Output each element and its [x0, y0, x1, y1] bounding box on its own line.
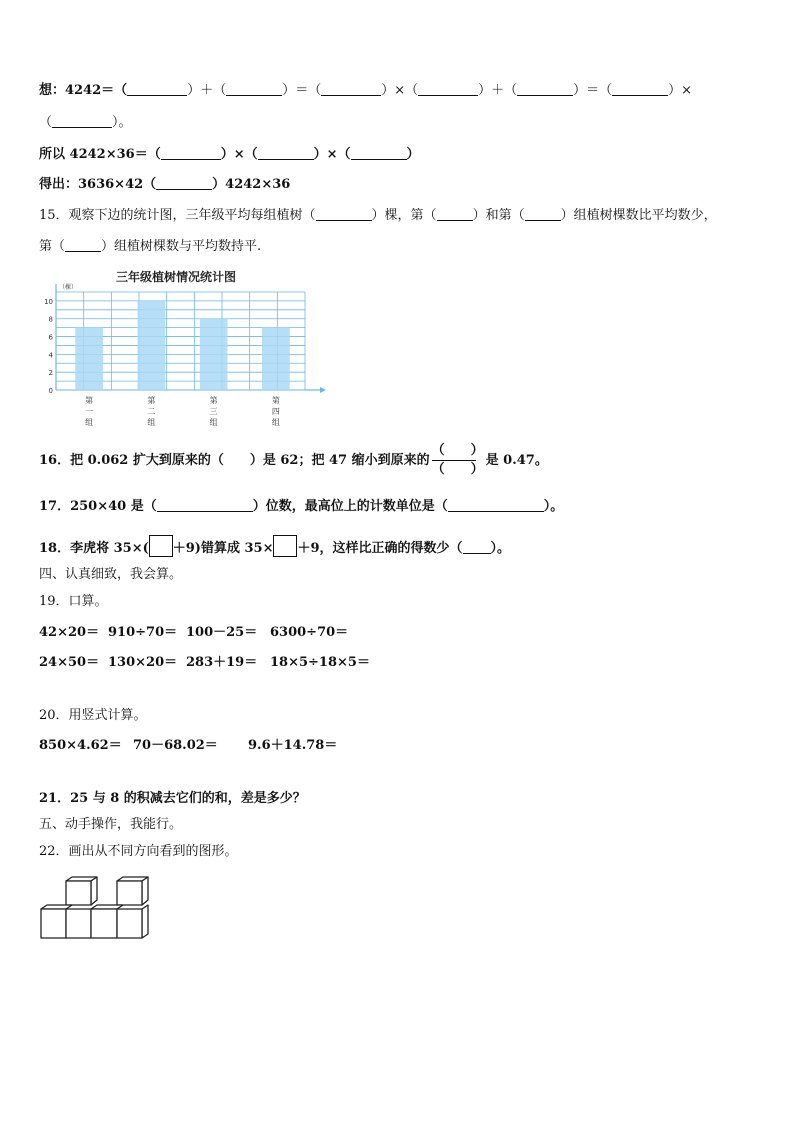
mental-math-item: 100－25＝: [186, 625, 258, 640]
q19-title: 19．口算。: [39, 594, 108, 609]
y-axis-label: （棵）: [59, 284, 78, 291]
answer-blank[interactable]: [156, 177, 212, 190]
q14-text: ）。: [112, 115, 132, 130]
fraction-numerator: （ ）: [431, 443, 484, 458]
answer-blank[interactable]: [351, 147, 407, 160]
x-tick-label: 二: [147, 407, 156, 416]
section-5-heading: 五、动手操作，我能行。: [39, 817, 183, 832]
x-tick-label: 第: [147, 396, 156, 405]
answer-blank[interactable]: [161, 147, 221, 160]
q15-line1: [39, 207, 717, 225]
q20-title: 20．用竖式计算。: [39, 708, 147, 723]
x-tick-label: 第: [209, 396, 218, 405]
x-tick-label: 四: [271, 407, 280, 416]
answer-blank[interactable]: [525, 208, 561, 221]
q18-text: ）。: [490, 541, 511, 556]
q14-line4: [39, 176, 290, 194]
q17-text: ）位数，最高位上的计数单位是（: [252, 499, 448, 514]
q14-text: ）×（: [313, 147, 351, 162]
y-tick-label: 8: [48, 315, 53, 324]
answer-blank[interactable]: [321, 83, 381, 96]
answer-blank[interactable]: [226, 83, 282, 96]
answer-blank[interactable]: [157, 499, 253, 512]
answer-box[interactable]: [149, 535, 173, 557]
vertical-calc-item: 9.6＋14.78＝: [248, 738, 338, 753]
mental-math-item: 24×50＝: [39, 655, 100, 670]
q14-text: 想：4242＝（: [39, 83, 128, 98]
q14-text: 得出：3636×42（: [39, 177, 157, 192]
x-tick-label: 组: [209, 418, 218, 427]
answer-blank[interactable]: [127, 83, 187, 96]
q15-text: ）组植树棵数比平均数少，: [560, 208, 717, 223]
mental-math-item: 910÷70＝: [108, 625, 178, 640]
q15-text: ）组植树棵数与平均数持平.: [101, 239, 262, 254]
q14-text: ）＋（: [478, 83, 518, 98]
answer-box[interactable]: [273, 535, 297, 557]
q14-line1: [39, 82, 692, 100]
q14-text: （: [39, 115, 53, 130]
x-axis-arrow: [320, 387, 326, 393]
bar: [262, 328, 290, 390]
q14-line3: [39, 146, 420, 164]
q15-text: ）棵，第（: [371, 208, 437, 223]
x-tick-label: 组: [147, 418, 156, 427]
bar: [75, 328, 103, 390]
y-tick-label: 0: [48, 387, 53, 395]
mental-math-item: 130×20＝: [108, 655, 178, 670]
q16-text: 是 0.47。: [485, 453, 548, 468]
q15-text: 第（: [39, 239, 66, 254]
answer-blank[interactable]: [52, 115, 112, 128]
mental-math-item: 283＋19＝: [186, 655, 258, 670]
y-tick-label: 4: [48, 351, 53, 360]
bar: [138, 301, 166, 390]
mental-math-item: 6300÷70＝: [270, 625, 349, 640]
x-tick-label: 组: [271, 418, 280, 427]
q14-text: ）4242×36: [212, 177, 291, 192]
q22-text: 22．画出从不同方向看到的图形。: [39, 844, 238, 859]
answer-blank[interactable]: [463, 541, 491, 554]
answer-blank[interactable]: [612, 83, 668, 96]
q14-text: ）×（: [381, 83, 419, 98]
q21-text: 21．25 与 8 的积减去它们的和，差是多少？: [39, 791, 306, 806]
answer-blank[interactable]: [65, 239, 101, 252]
q18-text: ＋9，这样比正确的得数少（: [297, 541, 463, 556]
mental-math-item: 18×5÷18×5＝: [270, 655, 370, 670]
answer-blank[interactable]: [316, 208, 372, 221]
q17-text: ）。: [543, 499, 564, 514]
q15-text: ）和第（: [472, 208, 525, 223]
mental-math-item: 42×20＝: [39, 625, 100, 640]
y-tick-label: 2: [48, 369, 53, 378]
answer-blank[interactable]: [258, 147, 314, 160]
section-4-heading: 四、认真细致，我会算。: [39, 567, 183, 582]
x-tick-label: 组: [85, 418, 94, 427]
q15-text: 15．观察下边的统计图，三年级平均每组植树（: [39, 208, 316, 223]
answer-blank[interactable]: [437, 208, 473, 221]
fraction-blank[interactable]: [432, 442, 484, 479]
q14-text: ）＝（: [282, 83, 322, 98]
q14-line2: [39, 114, 132, 132]
q14-text: ）×: [668, 83, 693, 98]
cube-stack-figure: [38, 876, 154, 942]
bar: [200, 319, 228, 390]
q18-line: [39, 535, 510, 558]
q17-text: 17．250×40 是（: [39, 499, 157, 514]
y-tick-label: 6: [48, 333, 53, 342]
q18-text: 18．李虎将 35×(: [39, 541, 149, 556]
tree-planting-bar-chart: [40, 280, 330, 430]
q14-text: ）×（: [220, 147, 258, 162]
x-tick-label: 第: [271, 396, 280, 405]
answer-blank[interactable]: [418, 83, 478, 96]
q18-text: ＋9)错算成 35×: [172, 541, 274, 556]
q17-line: [39, 498, 563, 516]
q14-text: 所以 4242×36＝（: [39, 147, 161, 162]
q14-text: ）＝（: [573, 83, 613, 98]
vertical-calc-item: 70－68.02＝: [133, 738, 218, 753]
fraction-denominator: （ ）: [431, 462, 484, 477]
q14-text: ）: [406, 147, 420, 162]
q16-line: [39, 438, 548, 484]
x-tick-label: 一: [85, 407, 94, 416]
q15-line2: [39, 238, 261, 256]
x-tick-label: 三: [209, 407, 218, 416]
answer-blank[interactable]: [517, 83, 573, 96]
q14-text: ）＋（: [187, 83, 227, 98]
chart-title: 三年级植树情况统计图: [116, 270, 237, 284]
y-tick-label: 10: [44, 297, 53, 306]
answer-blank[interactable]: [448, 499, 544, 512]
vertical-calc-item: 850×4.62＝: [39, 738, 122, 753]
x-tick-label: 第: [85, 396, 94, 405]
q16-text: 16．把 0.062 扩大到原来的（ ）是 62；把 47 缩小到原来的: [39, 453, 430, 468]
